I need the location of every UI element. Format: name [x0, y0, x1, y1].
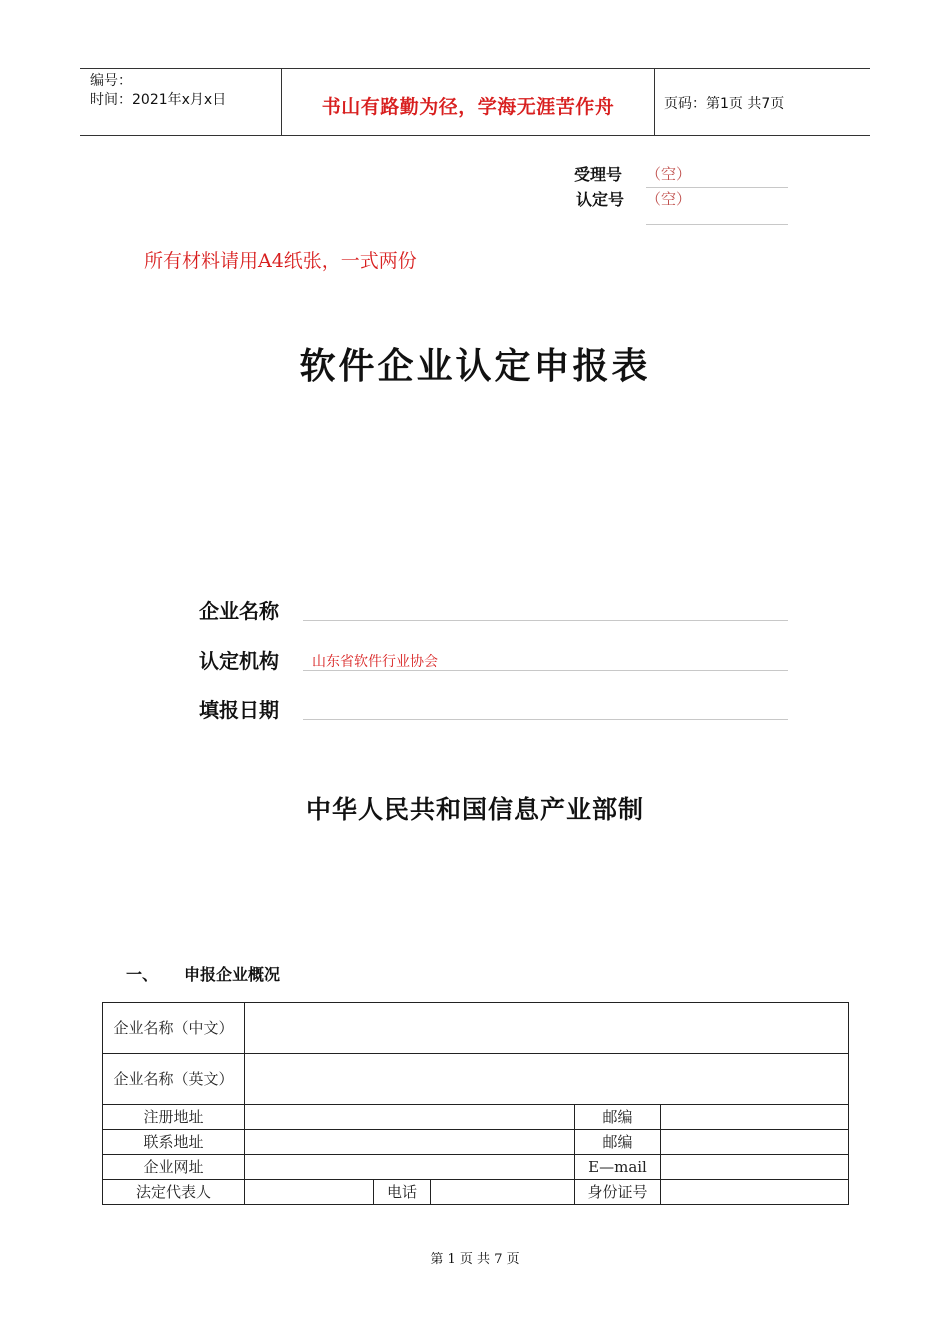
certifying-body-value: 山东省软件行业协会 [312, 654, 438, 670]
phone-cell[interactable] [431, 1180, 575, 1205]
certifying-body-underline [303, 670, 788, 671]
page-footer: 第 1 页 共 7 页 [430, 1252, 520, 1267]
accept-number-label: 受理号 [574, 165, 623, 184]
section-title: 申报企业概况 [184, 965, 281, 984]
table-row [103, 1054, 849, 1105]
reg-postcode-cell[interactable] [661, 1105, 849, 1130]
approval-number-value: （空） [646, 190, 692, 208]
table-row [103, 1105, 849, 1130]
name-cn-cell[interactable] [245, 1003, 849, 1054]
reg-postcode-label: 邮编 [575, 1105, 661, 1130]
company-name-label: 企业名称 [199, 599, 279, 623]
name-en-label: 企业名称（英文） [103, 1054, 245, 1105]
phone-label: 电话 [374, 1180, 431, 1205]
id-number-label: 身份证号 [575, 1180, 661, 1205]
name-cn-label: 企业名称（中文） [103, 1003, 245, 1054]
name-en-cell[interactable] [245, 1054, 849, 1105]
contact-address-cell[interactable] [245, 1130, 575, 1155]
header-divider-right [654, 68, 655, 136]
issuer-line: 中华人民共和国信息产业部制 [305, 795, 644, 824]
table-row [103, 1180, 849, 1205]
legal-rep-cell[interactable] [245, 1180, 374, 1205]
page-info: 页码：第1页 共7页 [664, 96, 785, 112]
form-title: 软件企业认定申报表 [299, 345, 651, 387]
id-number-cell[interactable] [661, 1180, 849, 1205]
contact-postcode-label: 邮编 [575, 1130, 661, 1155]
header-bottom-rule [80, 135, 870, 136]
serial-label: 编号： [90, 73, 132, 89]
fill-date-label: 填报日期 [199, 698, 279, 722]
approval-number-underline [646, 224, 788, 225]
email-cell[interactable] [661, 1155, 849, 1180]
website-cell[interactable] [245, 1155, 575, 1180]
table-row [103, 1003, 849, 1054]
section-number: 一、 [126, 965, 159, 984]
fill-date-underline [303, 719, 788, 720]
contact-address-label: 联系地址 [103, 1130, 245, 1155]
legal-rep-label: 法定代表人 [103, 1180, 245, 1205]
header-motto: 书山有路勤为径，学海无涯苦作舟 [321, 96, 615, 118]
time-label: 时间：2021年x月x日 [90, 92, 227, 108]
table-row [103, 1155, 849, 1180]
paper-notice: 所有材料请用A4纸张，一式两份 [144, 250, 417, 272]
company-name-underline [303, 620, 788, 621]
approval-number-label: 认定号 [576, 190, 625, 209]
certifying-body-label: 认定机构 [199, 649, 279, 673]
reg-address-label: 注册地址 [103, 1105, 245, 1130]
table-row [103, 1130, 849, 1155]
header-top-rule [80, 68, 870, 69]
accept-number-value: （空） [646, 165, 692, 183]
company-overview-table [102, 1002, 849, 1205]
reg-address-cell[interactable] [245, 1105, 575, 1130]
website-label: 企业网址 [103, 1155, 245, 1180]
contact-postcode-cell[interactable] [661, 1130, 849, 1155]
email-label: E—mail [575, 1155, 661, 1180]
